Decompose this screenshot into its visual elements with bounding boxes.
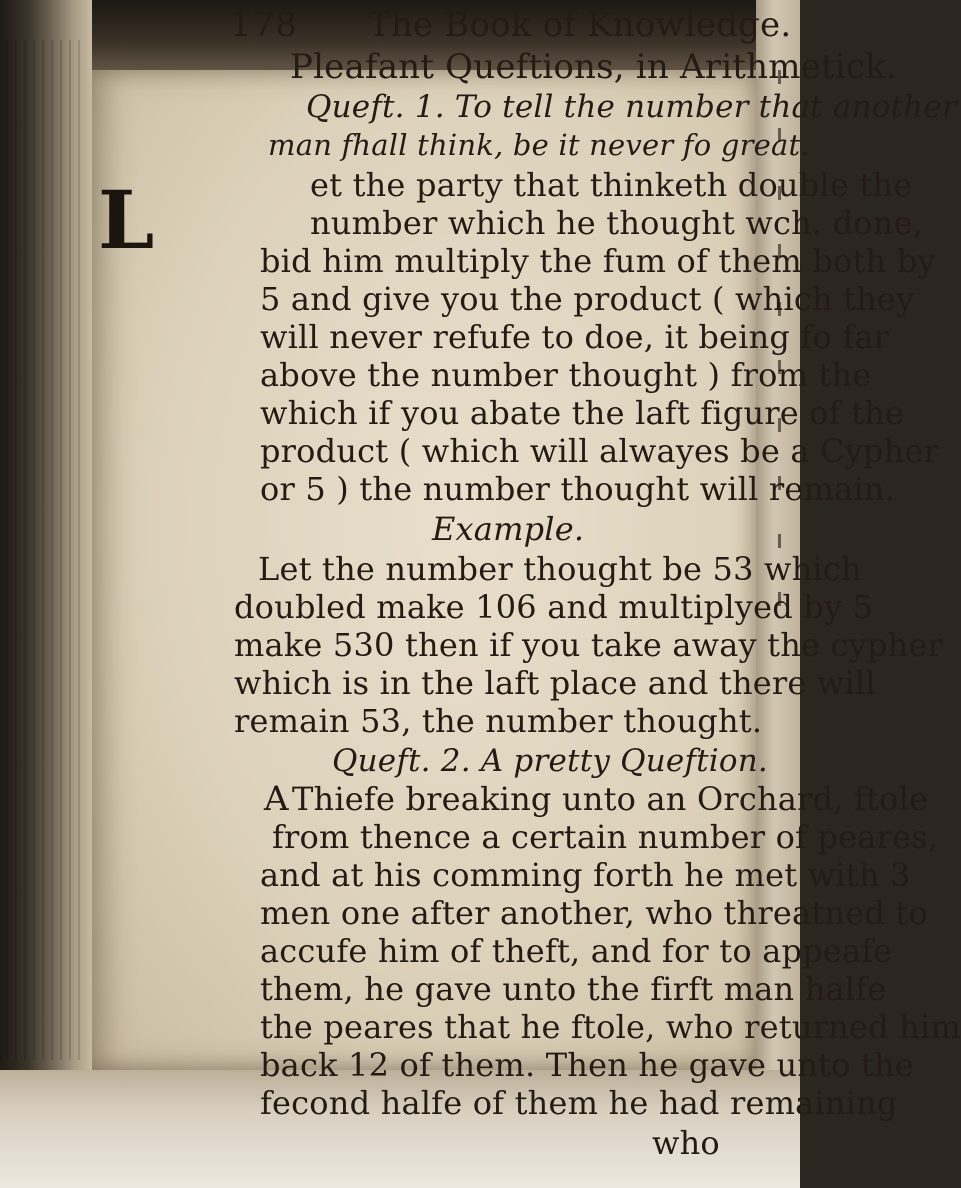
question-2-line-6: them, he gave unto the firft man halfe <box>260 970 887 1008</box>
question-2-line-8: back 12 of them. Then he gave unto the <box>260 1046 914 1084</box>
page-text <box>92 0 961 1162</box>
page-number: 178 <box>230 5 298 45</box>
answer-1-line-9: or 5 ) the number thought will remain. <box>260 470 895 508</box>
answer-1-line-1: et the party that thinketh double the <box>310 166 913 204</box>
answer-1-line-3: bid him multiply the fum of them both by <box>260 242 936 280</box>
question-2-line-1: Thiefe breaking unto an Orchard, ftole <box>292 780 929 818</box>
question-2-heading: Queft. 2. A pretty Queftion. <box>332 743 768 779</box>
example-heading: Example. <box>432 510 585 548</box>
running-header <box>230 6 791 44</box>
answer-1-drop-cap: L <box>98 173 155 267</box>
example-line-5: remain 53, the number thought. <box>234 702 763 740</box>
example-line-4: which is in the laft place and there will <box>234 664 876 702</box>
question-2-line-7: the peares that he ftole, who returned him <box>260 1008 961 1046</box>
running-title: The Book of Knowledge. <box>367 5 792 45</box>
question-1-line-2: man fhall think, be it never fo great. <box>268 128 810 162</box>
gutter-page-edges <box>6 40 86 1060</box>
example-line-1: Let the number thought be 53 which <box>258 550 862 588</box>
question-2-line-3: and at his comming forth he met with 3 <box>260 856 911 894</box>
question-2-line-5: accufe him of theft, and for to appeafe <box>260 932 893 970</box>
catchword: who <box>652 1124 720 1162</box>
answer-1-line-8: product ( which will alwayes be a Cypher <box>260 432 940 470</box>
book-gutter <box>0 0 92 1188</box>
question-2-line-4: men one after another, who threatned to <box>260 894 928 932</box>
question-2-line-9: fecond halfe of them he had remaining <box>260 1084 898 1122</box>
answer-1-line-2: number which he thought wch. done, <box>310 204 924 242</box>
answer-1-line-5: will never refufe to doe, it being fo far <box>260 318 890 356</box>
answer-1-line-4: 5 and give you the product ( which they <box>260 280 915 318</box>
example-line-2: doubled make 106 and multiplyed by 5 <box>234 588 874 626</box>
question-1-line-1: Queft. 1. To tell the number that another <box>306 89 957 125</box>
question-2-drop-cap: A <box>264 779 289 819</box>
section-title: Pleafant Queftions, in Arithmetick. <box>290 47 897 87</box>
example-line-3: make 530 then if you take away the cypher <box>234 626 944 664</box>
answer-1-line-7: which if you abate the laft figure of the <box>260 394 905 432</box>
answer-1-line-6: above the number thought ) from the <box>260 356 872 394</box>
question-2-line-2: from thence a certain number of peares, <box>272 818 939 856</box>
